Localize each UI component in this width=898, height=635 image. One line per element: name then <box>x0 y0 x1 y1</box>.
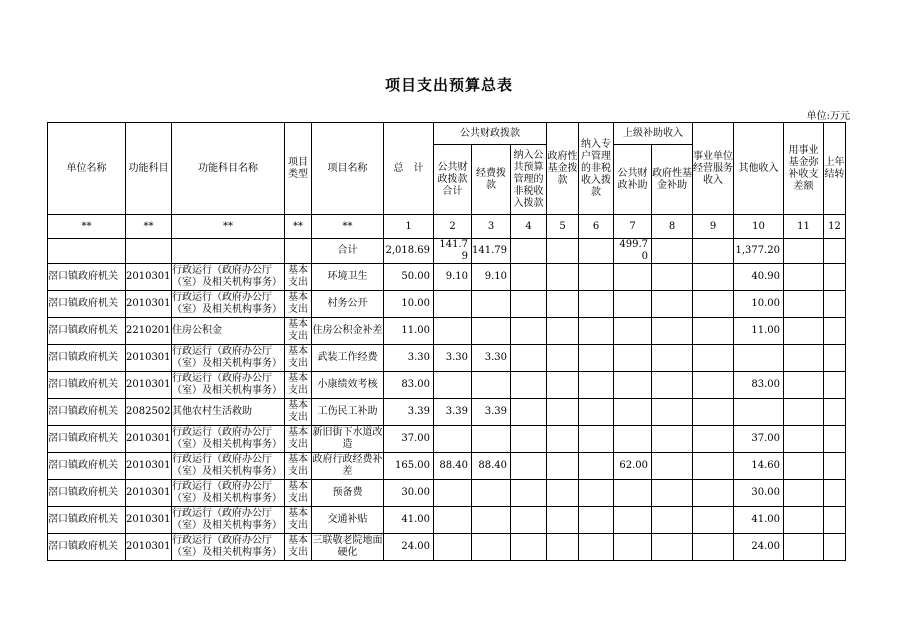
header-proj-type: 项目类型 <box>285 123 312 215</box>
row-other <box>734 399 784 426</box>
row-unit: 滘口镇政府机关 <box>48 264 126 291</box>
total-total: 2,018.69 <box>384 239 434 264</box>
row-total: 24.00 <box>384 534 434 561</box>
table-row <box>48 534 846 561</box>
row-type: 基本支出 <box>285 534 312 561</box>
row-other: 30.00 <box>734 480 784 507</box>
header-business: 事业单位经营服务收入 <box>693 123 734 215</box>
row-type: 基本支出 <box>285 291 312 318</box>
row-func-name: 住房公积金 <box>172 318 285 345</box>
table-row <box>48 480 846 507</box>
row-code: 2010301 <box>126 480 172 507</box>
index-row <box>48 215 846 239</box>
row-code: 2210201 <box>126 318 172 345</box>
total-pf-total: 141.79 <box>434 239 472 264</box>
row-pf-funds: 88.40 <box>472 453 511 480</box>
row-unit: 滘口镇政府机关 <box>48 372 126 399</box>
row-func-name: 行政运行（政府办公厅（室）及相关机构事务） <box>172 453 285 480</box>
row-sup-public <box>614 399 652 426</box>
row-other <box>734 345 784 372</box>
row-pf-funds <box>472 480 511 507</box>
index-cell: 6 <box>579 215 614 239</box>
header-func-code: 功能科目 <box>126 123 172 215</box>
index-cell: ** <box>172 215 285 239</box>
row-sup-public <box>614 372 652 399</box>
row-code: 2010301 <box>126 345 172 372</box>
index-cell: 8 <box>652 215 693 239</box>
row-pf-funds <box>472 318 511 345</box>
row-proj-name: 三联敬老院地面硬化 <box>312 534 384 561</box>
index-cell: 3 <box>472 215 511 239</box>
row-code: 2010301 <box>126 507 172 534</box>
row-pf-funds: 3.39 <box>472 399 511 426</box>
row-other: 37.00 <box>734 426 784 453</box>
row-total: 165.00 <box>384 453 434 480</box>
row-other: 40.90 <box>734 264 784 291</box>
row-unit: 滘口镇政府机关 <box>48 318 126 345</box>
row-sup-public <box>614 534 652 561</box>
row-total: 10.00 <box>384 291 434 318</box>
index-cell: ** <box>312 215 384 239</box>
row-sup-public <box>614 345 652 372</box>
row-pf-total: 3.39 <box>434 399 472 426</box>
table-row <box>48 291 846 318</box>
header-special-nontax: 纳入专户管理的非税收入拨款 <box>579 123 614 215</box>
header-pf-funds: 经费拨款 <box>472 145 511 215</box>
row-proj-name: 小康绩效考核 <box>312 372 384 399</box>
row-unit: 滘口镇政府机关 <box>48 480 126 507</box>
row-pf-funds <box>472 507 511 534</box>
row-other: 24.00 <box>734 534 784 561</box>
row-other: 41.00 <box>734 507 784 534</box>
total-row <box>48 239 846 264</box>
row-total: 50.00 <box>384 264 434 291</box>
row-func-name: 行政运行（政府办公厅（室）及相关机构事务） <box>172 534 285 561</box>
row-pf-total <box>434 480 472 507</box>
row-sup-public: 62.00 <box>614 453 652 480</box>
row-unit: 滘口镇政府机关 <box>48 291 126 318</box>
row-sup-public <box>614 264 652 291</box>
row-code: 2082502 <box>126 399 172 426</box>
row-unit: 滘口镇政府机关 <box>48 426 126 453</box>
budget-table <box>47 122 846 561</box>
row-type: 基本支出 <box>285 372 312 399</box>
row-type: 基本支出 <box>285 426 312 453</box>
row-type: 基本支出 <box>285 345 312 372</box>
row-pf-funds: 3.30 <box>472 345 511 372</box>
row-other: 11.00 <box>734 318 784 345</box>
row-unit: 滘口镇政府机关 <box>48 453 126 480</box>
row-func-name: 行政运行（政府办公厅（室）及相关机构事务） <box>172 426 285 453</box>
row-proj-name: 环境卫生 <box>312 264 384 291</box>
row-pf-total <box>434 291 472 318</box>
row-total: 83.00 <box>384 372 434 399</box>
row-code: 2010301 <box>126 534 172 561</box>
header-carry-over: 上年结转 <box>824 123 846 215</box>
row-proj-name: 新旧街下水道改造 <box>312 426 384 453</box>
total-pf-funds: 141.79 <box>472 239 511 264</box>
row-unit: 滘口镇政府机关 <box>48 399 126 426</box>
row-sup-public <box>614 480 652 507</box>
index-cell: 11 <box>784 215 824 239</box>
row-func-name: 行政运行（政府办公厅（室）及相关机构事务） <box>172 372 285 399</box>
index-cell: 2 <box>434 215 472 239</box>
table-row <box>48 318 846 345</box>
row-total: 11.00 <box>384 318 434 345</box>
header-fund-compensate: 用事业基金弥补收支差额 <box>784 123 824 215</box>
index-cell: ** <box>126 215 172 239</box>
row-total: 37.00 <box>384 426 434 453</box>
table-row <box>48 453 846 480</box>
header-superior: 上级补助收入 <box>614 123 693 145</box>
row-sup-public <box>614 426 652 453</box>
row-type: 基本支出 <box>285 453 312 480</box>
header-other-income: 其他收入 <box>734 123 784 215</box>
table-row <box>48 372 846 399</box>
row-proj-name: 武装工作经费 <box>312 345 384 372</box>
row-proj-name: 住房公积金补差 <box>312 318 384 345</box>
index-cell: 5 <box>547 215 579 239</box>
row-total: 3.30 <box>384 345 434 372</box>
header-sup-gov-fund: 政府性基金补助 <box>652 145 693 215</box>
row-pf-total: 9.10 <box>434 264 472 291</box>
row-pf-funds: 9.10 <box>472 264 511 291</box>
table-row <box>48 507 846 534</box>
row-proj-name: 村务公开 <box>312 291 384 318</box>
row-func-name: 行政运行（政府办公厅（室）及相关机构事务） <box>172 507 285 534</box>
index-cell: 7 <box>614 215 652 239</box>
row-pf-funds <box>472 291 511 318</box>
index-cell: ** <box>285 215 312 239</box>
row-pf-total <box>434 507 472 534</box>
index-cell: 4 <box>511 215 547 239</box>
row-code: 2010301 <box>126 291 172 318</box>
row-proj-name: 交通补贴 <box>312 507 384 534</box>
total-label: 合计 <box>312 239 384 264</box>
row-pf-funds <box>472 426 511 453</box>
table-row <box>48 345 846 372</box>
row-type: 基本支出 <box>285 264 312 291</box>
header-total: 总 计 <box>384 123 434 215</box>
row-func-name: 行政运行（政府办公厅（室）及相关机构事务） <box>172 480 285 507</box>
header-unit-name: 单位名称 <box>48 123 126 215</box>
row-other: 83.00 <box>734 372 784 399</box>
row-type: 基本支出 <box>285 399 312 426</box>
row-unit: 滘口镇政府机关 <box>48 534 126 561</box>
header-gov-fund: 政府性基金拨款 <box>547 123 579 215</box>
row-total: 41.00 <box>384 507 434 534</box>
row-code: 2010301 <box>126 426 172 453</box>
header-proj-name: 项目名称 <box>312 123 384 215</box>
row-other: 14.60 <box>734 453 784 480</box>
table-row <box>48 264 846 291</box>
header-pf-total: 公共财政拨款合计 <box>434 145 472 215</box>
row-pf-total <box>434 426 472 453</box>
index-cell: 9 <box>693 215 734 239</box>
row-code: 2010301 <box>126 453 172 480</box>
page-title: 项目支出预算总表 <box>384 76 513 94</box>
row-sup-public <box>614 318 652 345</box>
row-pf-total <box>434 534 472 561</box>
row-type: 基本支出 <box>285 507 312 534</box>
row-sup-public <box>614 507 652 534</box>
unit-label: 单位:万元 <box>806 111 850 122</box>
header-func-name: 功能科目名称 <box>172 123 285 215</box>
total-other: 1,377.20 <box>734 239 784 264</box>
row-proj-name: 政府行政经费补差 <box>312 453 384 480</box>
row-pf-funds <box>472 372 511 399</box>
total-sup-public: 499.70 <box>614 239 652 264</box>
table-row <box>48 399 846 426</box>
index-cell: ** <box>48 215 126 239</box>
row-sup-public <box>614 291 652 318</box>
header-public-finance: 公共财政拨款 <box>434 123 547 145</box>
header-pf-nontax: 纳入公共预算管理的非税收入拨款 <box>511 145 547 215</box>
index-cell: 10 <box>734 215 784 239</box>
table-row <box>48 426 846 453</box>
row-total: 3.39 <box>384 399 434 426</box>
row-pf-total: 88.40 <box>434 453 472 480</box>
row-func-name: 行政运行（政府办公厅（室）及相关机构事务） <box>172 264 285 291</box>
row-other: 10.00 <box>734 291 784 318</box>
row-pf-total <box>434 318 472 345</box>
row-type: 基本支出 <box>285 318 312 345</box>
row-pf-total <box>434 372 472 399</box>
row-pf-total: 3.30 <box>434 345 472 372</box>
row-func-name: 行政运行（政府办公厅（室）及相关机构事务） <box>172 345 285 372</box>
row-proj-name: 预备费 <box>312 480 384 507</box>
row-code: 2010301 <box>126 264 172 291</box>
row-type: 基本支出 <box>285 480 312 507</box>
row-func-name: 其他农村生活救助 <box>172 399 285 426</box>
row-unit: 滘口镇政府机关 <box>48 507 126 534</box>
row-unit: 滘口镇政府机关 <box>48 345 126 372</box>
row-pf-funds <box>472 534 511 561</box>
index-cell: 1 <box>384 215 434 239</box>
header-sup-public: 公共财政补助 <box>614 145 652 215</box>
row-func-name: 行政运行（政府办公厅（室）及相关机构事务） <box>172 291 285 318</box>
row-code: 2010301 <box>126 372 172 399</box>
row-proj-name: 工伤民工补助 <box>312 399 384 426</box>
index-cell: 12 <box>824 215 846 239</box>
row-total: 30.00 <box>384 480 434 507</box>
